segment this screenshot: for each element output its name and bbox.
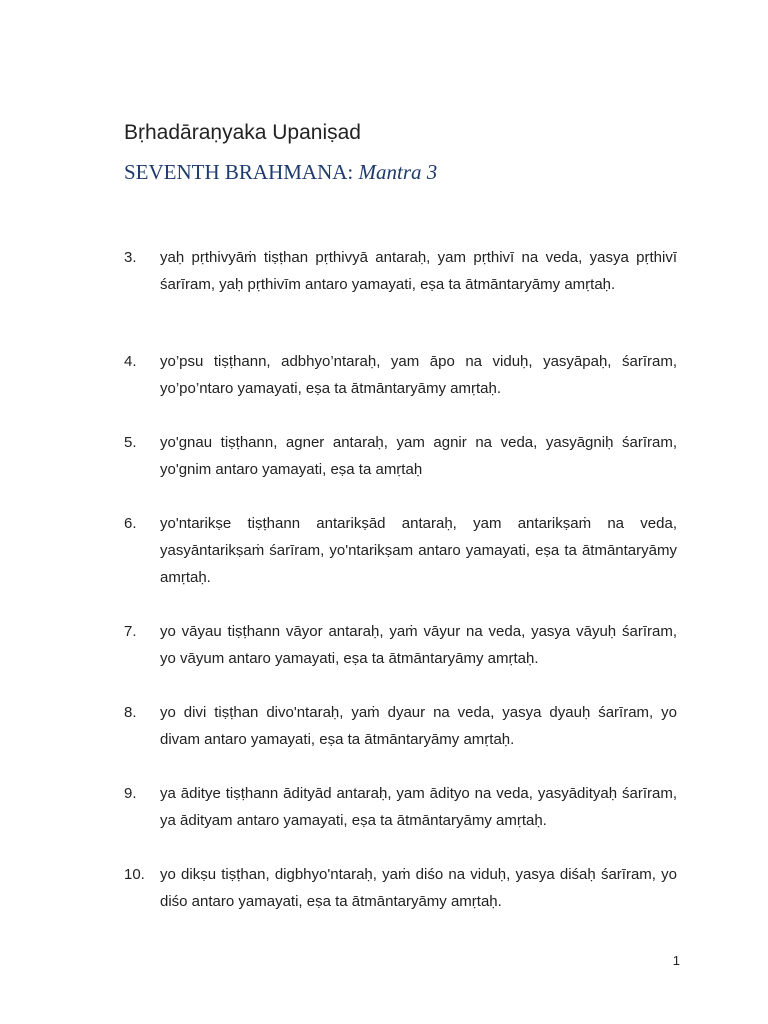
page-number: 1 [672,953,680,968]
verse-item [124,244,677,298]
verse-item [124,780,677,834]
verse-text: yo'ntarikṣe tiṣṭhann antarikṣād antaraḥ, yam antarikṣaṁ na veda, yasyāntarikṣaṁ śarīram, yo'ntarikṣam antaro yamayati, eṣa ta ātmāntaryāmy amṛtaḥ. [160,515,677,586]
verse-item [124,348,677,402]
verse-number: 7. [124,623,137,640]
verse-text: ya āditye tiṣṭhann ādityād antaraḥ, yam ādityo na veda, yasyādityaḥ śarīram, ya ādityam antaro yamayati, eṣa ta ātmāntaryāmy amṛtaḥ. [160,785,677,829]
verse-number: 9. [124,785,137,802]
verse-number: 8. [124,704,137,721]
verse-number: 6. [124,515,137,532]
verse-list [124,244,677,910]
verse-text: yaḥ pṛthivyāṁ tiṣṭhan pṛthivyā antaraḥ, yam pṛthivī na veda, yasya pṛthivī śarīram, yaḥ pṛthivīm antaro yamayati, eṣa ta ātmāntaryāmy amṛtaḥ. [160,249,677,293]
section-heading-main: SEVENTH BRAHMANA: [124,160,354,184]
verse-text: yo dikṣu tiṣṭhan, digbhyo'ntaraḥ, yaṁ diśo na viduḥ, yasya diśaḥ śarīram, yo diśo antaro yamayati, eṣa ta ātmāntaryāmy amṛtaḥ. [160,866,677,910]
verse-number: 10. [124,866,145,883]
verse-number: 5. [124,434,137,451]
verse-text: yo’psu tiṣṭhann, adbhyo’ntaraḥ, yam āpo na viduḥ, yasyāpaḥ, śarīram, yo’po’ntaro yamayati, eṣa ta ātmāntaryāmy amṛtaḥ. [160,353,677,397]
document-title: Bṛhadāraṇyaka Upaniṣad [124,121,361,144]
verse-item [124,429,677,483]
section-heading-sub: Mantra 3 [358,160,438,184]
verse-number: 4. [124,353,137,370]
verse-item [124,699,677,753]
verse-text: yo divi tiṣṭhan divo'ntaraḥ, yaṁ dyaur na veda, yasya dyauḥ śarīram, yo divam antaro yamayati, eṣa ta ātmāntaryāmy amṛtaḥ. [160,704,677,748]
verse-item [124,618,677,672]
verse-item [124,510,677,591]
section-heading [124,160,437,185]
verse-text: yo'gnau tiṣṭhann, agner antaraḥ, yam agnir na veda, yasyāgniḥ śarīram, yo'gnim antaro yamayati, eṣa ta amṛtaḥ [160,434,677,478]
verse-item [124,861,677,915]
verse-number: 3. [124,249,137,266]
verse-text: yo vāyau tiṣṭhann vāyor antaraḥ, yaṁ vāyur na veda, yasya vāyuḥ śarīram, yo vāyum antaro yamayati, eṣa ta ātmāntaryāmy amṛtaḥ. [160,623,677,667]
